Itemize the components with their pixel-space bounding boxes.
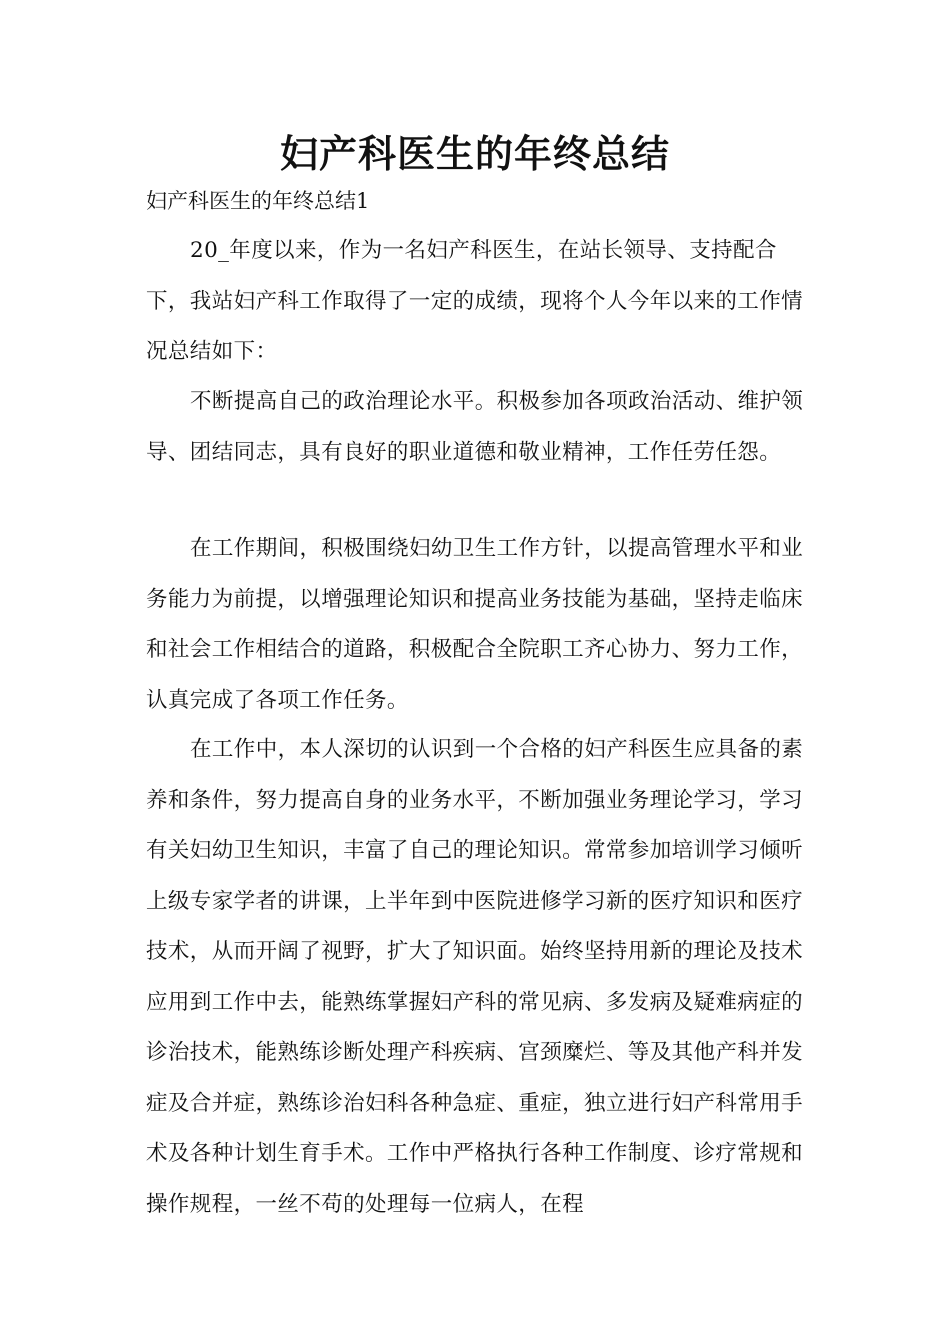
paragraph-work-detail: 在工作中，本人深切的认识到一个合格的妇产科医生应具备的素养和条件，努力提高自身的业务水平，不断加强业务理论学习，学习有关妇幼卫生知识，丰富了自己的理论知识。常常参加培训学习倾听上级专家学者的讲课，上半年到中医院进修学习新的医疗知识和医疗技术，从而开阔了视野，扩大了知识面。始终坚持用新的理论及技术应用到工作中去，能熟练掌握妇产科的常见病、多发病及疑难病症的诊治技术，能熟练诊断处理产科疾病、宫颈糜烂、等及其他产科并发症及合并症，熟练诊治妇科各种急症、重症，独立进行妇产科常用手术及各种计划生育手术。工作中严格执行各种工作制度、诊疗常规和操作规程，一丝不苟的处理每一位病人，在程 [146,737,804,1217]
document-subtitle: 妇产科医生的年终总结1 [146,189,370,213]
paragraph-intro: 20_年度以来，作为一名妇产科医生，在站长领导、支持配合下，我站妇产科工作取得了一定的成绩，现将个人今年以来的工作情况总结如下： [146,238,804,364]
paragraph-politics: 不断提高自己的政治理论水平。积极参加各项政治活动、维护领导、团结同志，具有良好的职业道德和敬业精神，工作任劳任怨。 [146,389,804,465]
document-title: 妇产科医生的年终总结 [279,132,670,176]
paragraph-work-period: 在工作期间，积极围绕妇幼卫生工作方针，以提高管理水平和业务能力为前提，以增强理论知识和提高业务技能为基础，坚持走临床和社会工作相结合的道路，积极配合全院职工齐心协力、努力工作，认真完成了各项工作任务。 [146,536,804,713]
